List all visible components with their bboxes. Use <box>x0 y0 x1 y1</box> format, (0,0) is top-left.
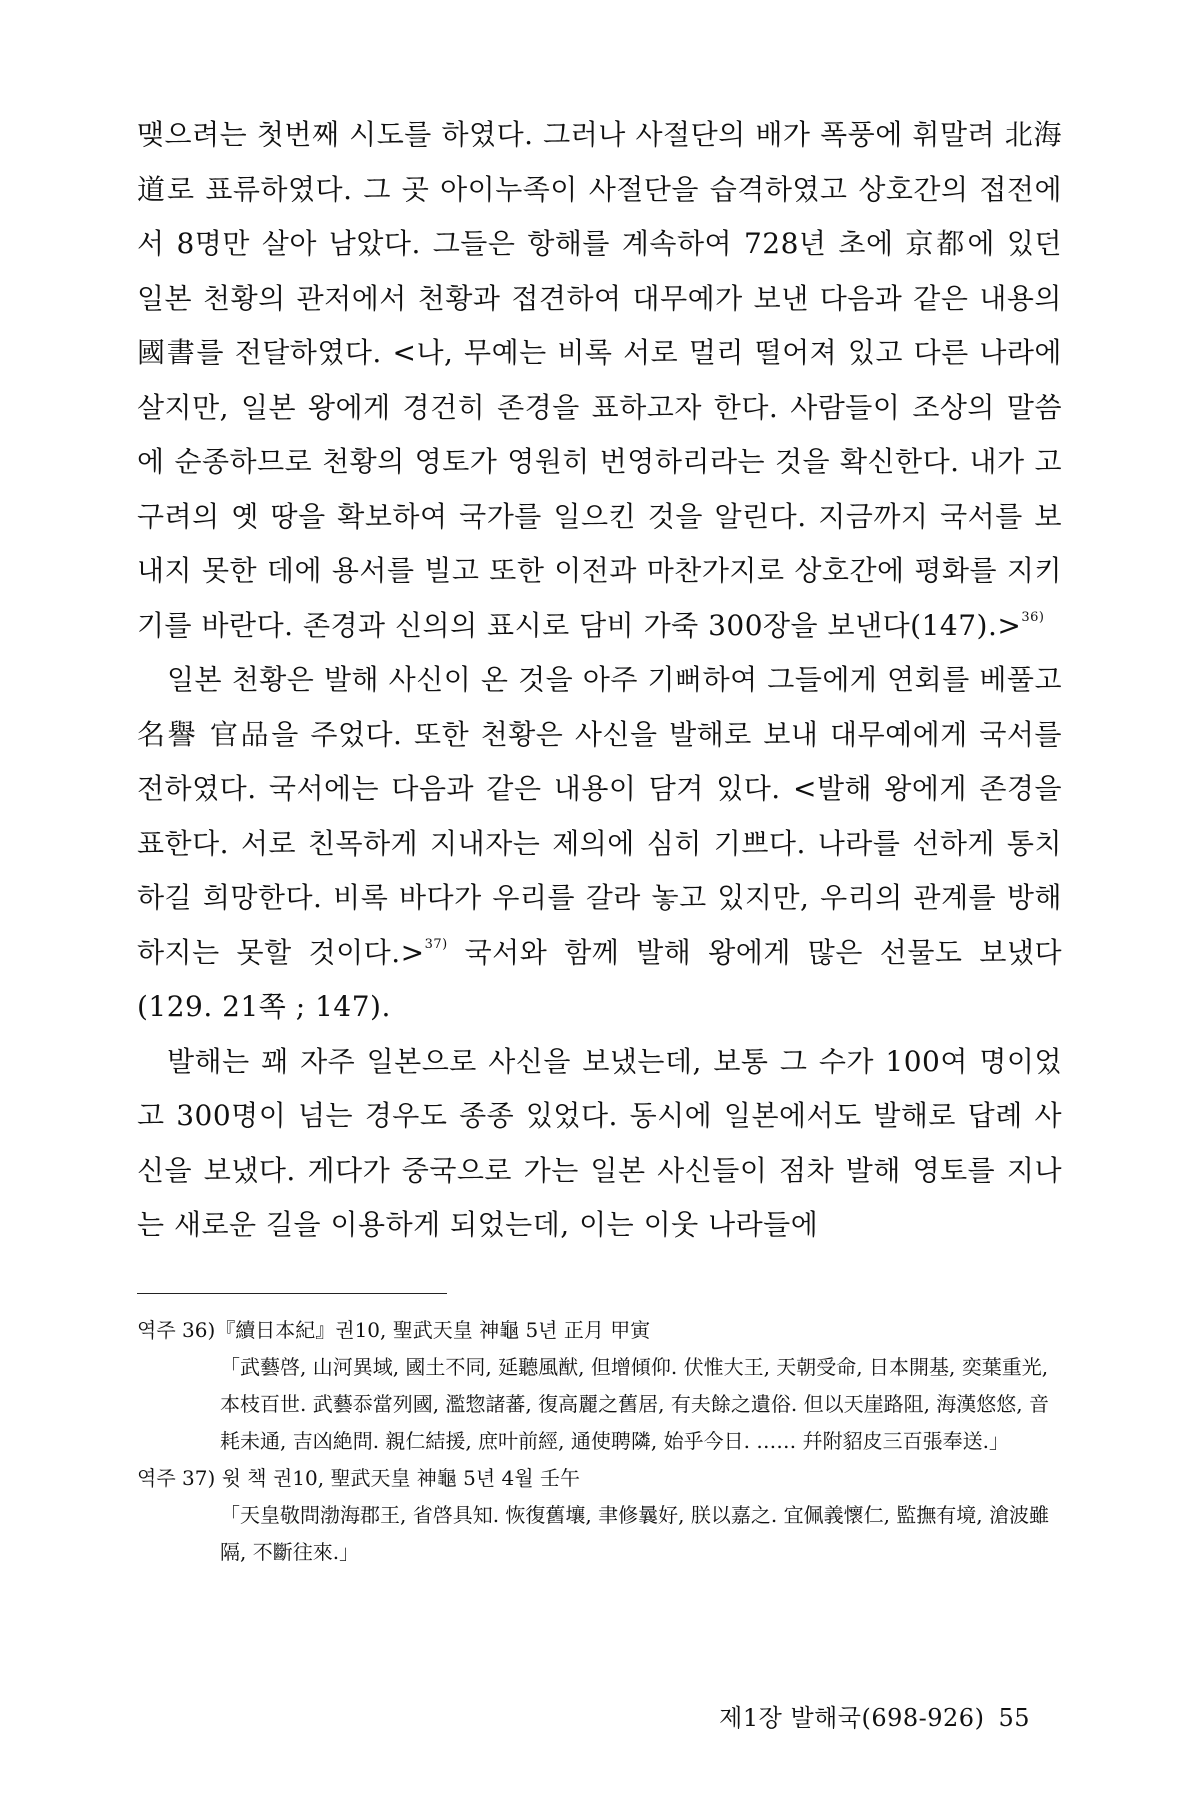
chapter-title: 제1장 발해국(698-926) <box>719 1704 985 1732</box>
footnote-37 <box>137 1460 1062 1571</box>
page-footer <box>719 1698 1030 1733</box>
footnote-divider <box>137 1293 447 1294</box>
footnote-ref-36: 36) <box>1021 609 1045 625</box>
footnote-heading: 역주 37) 윗 책 권10, 聖武天皇 神龜 5년 4월 壬午 <box>137 1466 580 1490</box>
footnote-heading: 역주 36)『續日本紀』권10, 聖武天皇 神龜 5년 正月 甲寅 <box>137 1318 651 1342</box>
footnote-quote: 「天皇敬問渤海郡王, 省啓具知. 恢復舊壤, 聿修曩好, 朕以嘉之. 宜佩義懷仁, 監撫有境, 滄波雖隔, 不斷往來.」 <box>220 1503 1050 1564</box>
footnotes <box>137 1312 1062 1571</box>
paragraph-2: 일본 천황은 발해 사신이 온 것을 아주 기뻐하여 그들에게 연회를 베풀고 名譽 官品을 주었다. 또한 천황은 사신을 발해로 보내 대무예에게 국서를 전하였다. 국서에는 다음과 같은 내용이 담겨 있다. <발해 왕에게 존경을 표한다. 서로 친목하게 지내자는 제의에 심히 기쁘다. 나라를 선하게 통치하길 희망한다. 비록 바다가 우리를 갈라 놓고 있지만, 우리의 관계를 방해하지는 못할 것이다.>$^{37)}$ 국서와 함께 발해 왕에게 많은 선물도 보냈다(129. 21쪽 ; 147). <box>137 663 1062 1023</box>
page-number: 55 <box>998 1704 1030 1732</box>
footnote-ref-37: 37) <box>424 936 448 952</box>
footnote-36 <box>137 1312 1062 1460</box>
footnote-quote: 「武藝啓, 山河異域, 國土不同, 延聽風猷, 但增傾仰. 伏惟大王, 天朝受命, 日本開基, 奕葉重光, 本枝百世. 武藝忝當列國, 濫惣諸蕃, 復高麗之舊居, 有夫餘之遺俗. 但以天崖路阻, 海漢悠悠, 音耗未通, 吉凶絶問. 親仁結援, 庶叶前經, 通使聘隣, 始乎今日. …… 幷附貂皮三百張奉送.」 <box>220 1355 1050 1453</box>
paragraph-1: 맺으려는 첫번째 시도를 하였다. 그러나 사절단의 배가 폭풍에 휘말려 北海道로 표류하였다. 그 곳 아이누족이 사절단을 습격하였고 상호간의 접전에서 8명만 살아 남았다. 그들은 항해를 계속하여 728년 초에 京都에 있던 일본 천황의 관저에서 천황과 접견하여 대무예가 보낸 다음과 같은 내용의 國書를 전달하였다. <나, 무예는 비록 서로 멀리 떨어져 있고 다른 나라에 살지만, 일본 왕에게 경건히 존경을 표하고자 한다. 사람들이 조상의 말씀에 순종하므로 천황의 영토가 영원히 번영하리라는 것을 확신한다. 내가 고구려의 옛 땅을 확보하여 국가를 일으킨 것을 알린다. 지금까지 국서를 보내지 못한 데에 용서를 빌고 또한 이전과 마찬가지로 상호간에 평화를 지키기를 바란다. 존경과 신의의 표시로 담비 가죽 300장을 보낸다(147).>$^{36)}$ <box>137 118 1062 642</box>
paragraph-3: 발해는 꽤 자주 일본으로 사신을 보냈는데, 보통 그 수가 100여 명이었고 300명이 넘는 경우도 종종 있었다. 동시에 일본에서도 발해로 답례 사신을 보냈다. 게다가 중국으로 가는 일본 사신들이 점차 발해 영토를 지나는 새로운 길을 이용하게 되었는데, 이는 이웃 나라들에 <box>137 1044 1062 1241</box>
main-text <box>137 108 1062 1253</box>
